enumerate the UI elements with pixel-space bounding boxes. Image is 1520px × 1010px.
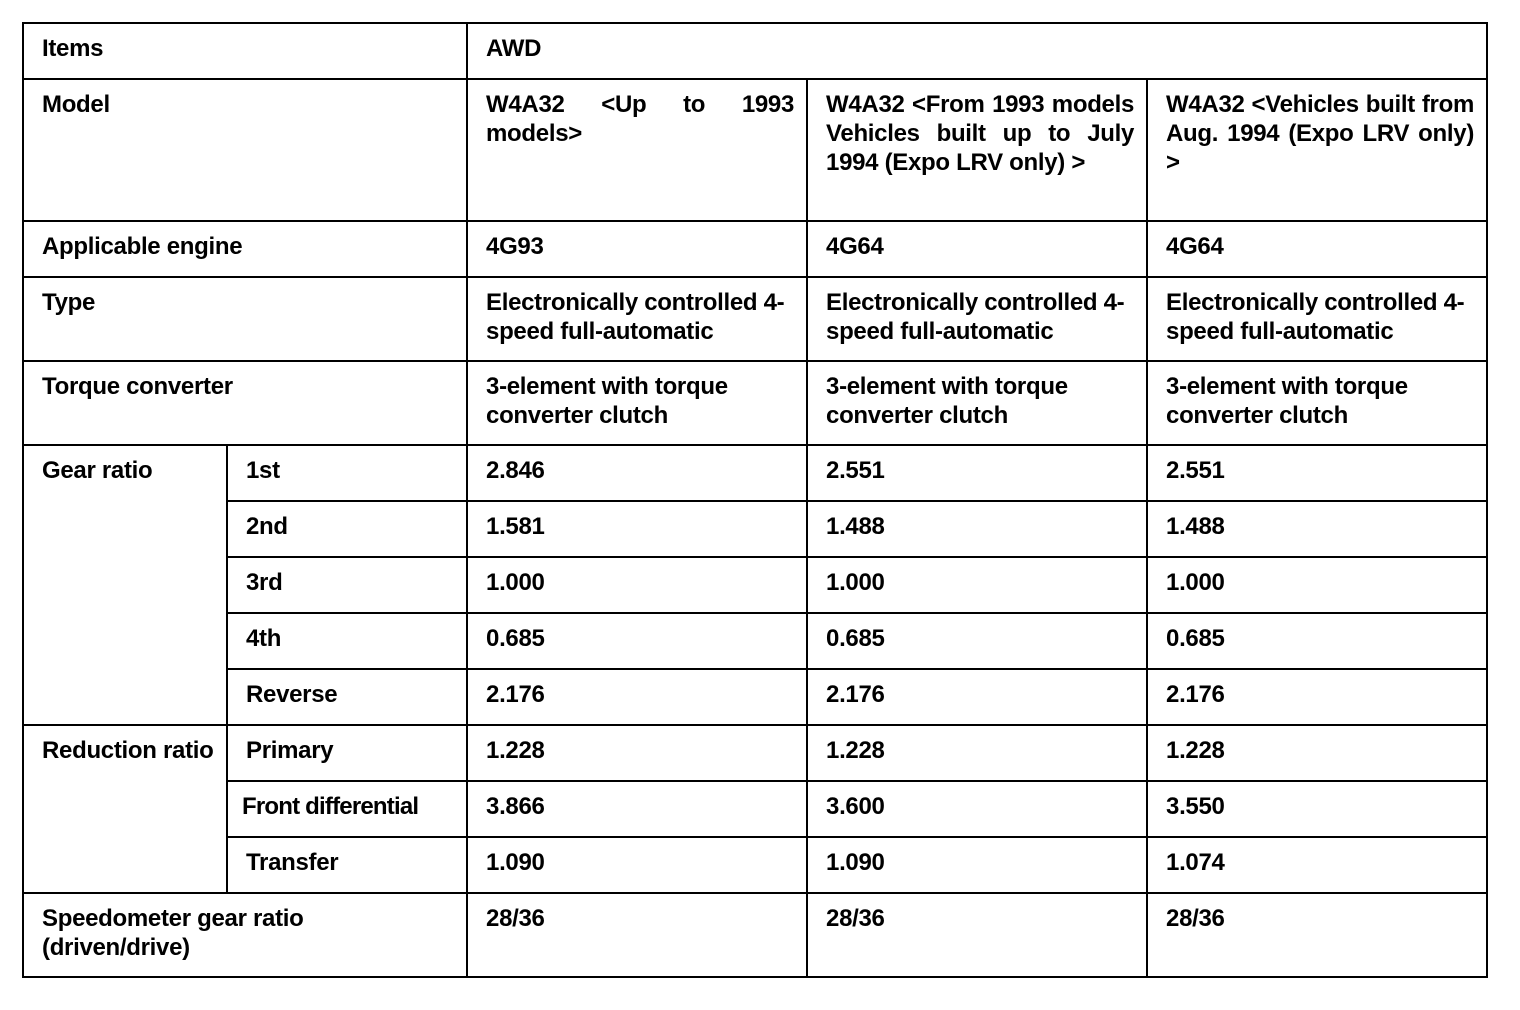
gear-ratio-cell: 1.581: [467, 501, 807, 557]
gear-ratio-cell: 2.176: [1147, 669, 1487, 725]
engine-cell: 4G93: [467, 221, 807, 277]
spec-table: [22, 22, 1488, 978]
gear-ratio-cell: 1.000: [467, 557, 807, 613]
type-cell: Electronically controlled 4-speed full-automatic: [467, 277, 807, 361]
type-row: [23, 277, 1487, 361]
torque-converter-cell: 3-element with torque converter clutch: [1147, 361, 1487, 445]
engine-cell: 4G64: [1147, 221, 1487, 277]
reduction-label: Transfer: [227, 837, 467, 893]
reduction-ratio-row-primary: [23, 725, 1487, 781]
reduction-ratio-cell: 1.074: [1147, 837, 1487, 893]
torque-converter-cell: 3-element with torque converter clutch: [807, 361, 1147, 445]
gear-label: 1st: [227, 445, 467, 501]
reduction-ratio-cell: 1.228: [1147, 725, 1487, 781]
gear-ratio-cell: 2.551: [807, 445, 1147, 501]
gear-ratio-row-4th: [23, 613, 1487, 669]
gear-ratio-row-1st: [23, 445, 1487, 501]
gear-ratio-cell: 2.176: [467, 669, 807, 725]
gear-label: 2nd: [227, 501, 467, 557]
gear-ratio-row-3rd: [23, 557, 1487, 613]
reduction-ratio-row-transfer: [23, 837, 1487, 893]
reduction-ratio-cell: 1.090: [467, 837, 807, 893]
gear-ratio-label: Gear ratio: [23, 445, 227, 725]
reduction-ratio-label: Reduction ratio: [23, 725, 227, 893]
engine-label: Applicable engine: [23, 221, 467, 277]
reduction-ratio-cell: 3.866: [467, 781, 807, 837]
gear-ratio-cell: 0.685: [807, 613, 1147, 669]
reduction-ratio-cell: 3.600: [807, 781, 1147, 837]
engine-cell: 4G64: [807, 221, 1147, 277]
gear-label: 3rd: [227, 557, 467, 613]
header-row: [23, 23, 1487, 79]
torque-converter-label: Torque converter: [23, 361, 467, 445]
gear-ratio-cell: 2.176: [807, 669, 1147, 725]
speedometer-label: Speedometer gear ratio (driven/drive): [23, 893, 467, 977]
speedometer-cell: 28/36: [1147, 893, 1487, 977]
speedometer-cell: 28/36: [807, 893, 1147, 977]
torque-converter-cell: 3-element with torque converter clutch: [467, 361, 807, 445]
model-label: Model: [23, 79, 467, 221]
reduction-label: Primary: [227, 725, 467, 781]
model-cell: W4A32 <From 1993 models Vehicles built up to July 1994 (Expo LRV only) >: [807, 79, 1147, 221]
awd-header-cell: AWD: [467, 23, 1487, 79]
items-header-cell: Items: [23, 23, 467, 79]
reduction-ratio-cell: 3.550: [1147, 781, 1487, 837]
speedometer-row: [23, 893, 1487, 977]
gear-ratio-cell: 1.000: [1147, 557, 1487, 613]
type-cell: Electronically controlled 4-speed full-automatic: [1147, 277, 1487, 361]
model-cell: W4A32 <Up to 1993 models>: [467, 79, 807, 221]
gear-ratio-cell: 2.846: [467, 445, 807, 501]
reduction-ratio-cell: 1.090: [807, 837, 1147, 893]
model-cell: W4A32 <Vehicles built from Aug. 1994 (Expo LRV only) >: [1147, 79, 1487, 221]
reduction-label: Front differential: [227, 781, 467, 837]
model-row: [23, 79, 1487, 221]
reduction-ratio-cell: 1.228: [467, 725, 807, 781]
gear-label: Reverse: [227, 669, 467, 725]
gear-ratio-row-2nd: [23, 501, 1487, 557]
speedometer-cell: 28/36: [467, 893, 807, 977]
engine-row: [23, 221, 1487, 277]
gear-ratio-cell: 1.488: [807, 501, 1147, 557]
gear-ratio-cell: 1.000: [807, 557, 1147, 613]
gear-ratio-row-reverse: [23, 669, 1487, 725]
gear-label: 4th: [227, 613, 467, 669]
type-cell: Electronically controlled 4-speed full-automatic: [807, 277, 1147, 361]
reduction-ratio-cell: 1.228: [807, 725, 1147, 781]
gear-ratio-cell: 0.685: [467, 613, 807, 669]
torque-converter-row: [23, 361, 1487, 445]
reduction-ratio-row-front-differential: [23, 781, 1487, 837]
gear-ratio-cell: 2.551: [1147, 445, 1487, 501]
gear-ratio-cell: 1.488: [1147, 501, 1487, 557]
type-label: Type: [23, 277, 467, 361]
gear-ratio-cell: 0.685: [1147, 613, 1487, 669]
